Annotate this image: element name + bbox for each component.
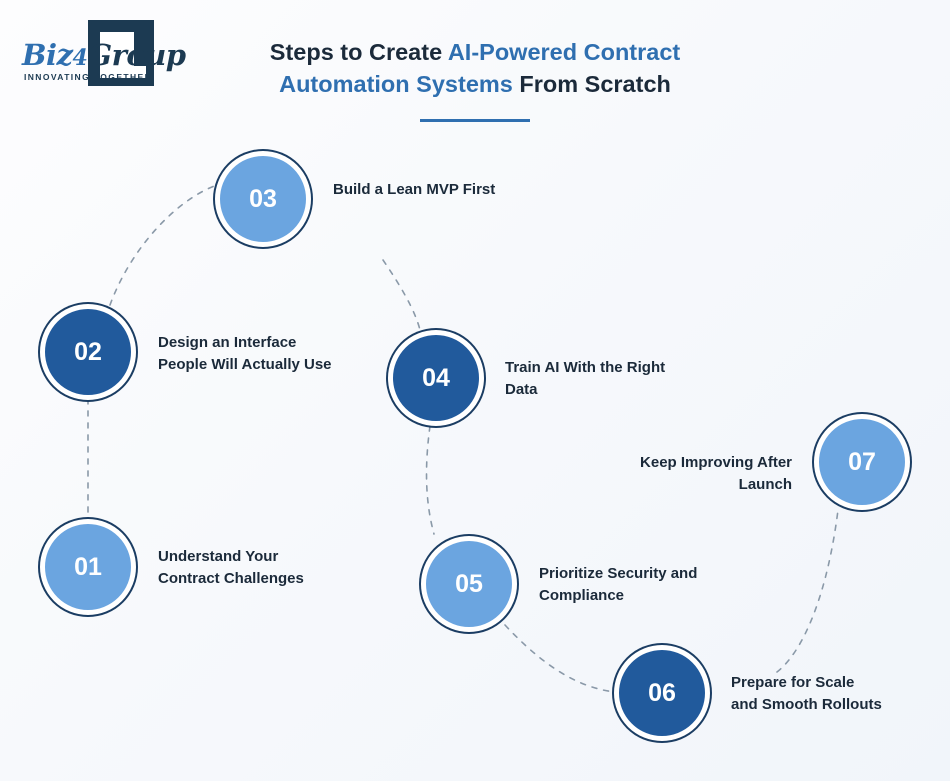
- step-number-01: 01: [74, 552, 102, 581]
- step-node-03[interactable]: [215, 151, 311, 247]
- connector-04-05: [427, 426, 434, 534]
- connector-03-04: [383, 260, 420, 330]
- step-node-05[interactable]: [421, 536, 517, 632]
- step-label-07: [580, 452, 792, 496]
- step-label-02-line2: People Will Actually Use: [158, 355, 332, 373]
- step-label-03: [333, 179, 563, 201]
- step-number-02: 02: [74, 337, 102, 366]
- title-line2-highlight: Automation Systems: [279, 71, 513, 98]
- step-label-05-line2: Compliance: [539, 586, 625, 604]
- step-node-06[interactable]: [614, 645, 710, 741]
- step-number-06: 06: [648, 678, 676, 707]
- step-label-03-line1: Build a Lean MVP First: [333, 181, 496, 198]
- step-label-01: [158, 546, 378, 590]
- step-label-05: [539, 563, 769, 607]
- step-number-03: 03: [249, 184, 277, 213]
- step-label-07-line2: Launch: [738, 475, 792, 493]
- step-label-01-line2: Contract Challenges: [158, 569, 304, 587]
- step-node-02[interactable]: [40, 304, 136, 400]
- step-number-05: 05: [455, 569, 483, 598]
- step-number-04: 04: [422, 363, 450, 392]
- step-label-05-line1: Prioritize Security and: [539, 565, 698, 582]
- step-label-02: [158, 332, 388, 376]
- step-label-07-line1: Keep Improving After: [640, 454, 792, 471]
- connector-02-03: [110, 185, 217, 305]
- step-label-04-line1: Train AI With the Right: [505, 359, 666, 376]
- title-line2-plain: From Scratch: [512, 71, 671, 98]
- connector-05-06: [505, 625, 615, 692]
- connector-06-07: [777, 510, 838, 672]
- step-node-04[interactable]: [388, 330, 484, 426]
- step-label-06: [731, 672, 946, 716]
- logo-word-four: 4: [72, 45, 88, 71]
- logo-tagline: INNOVATING TOGETHER: [24, 72, 153, 82]
- step-node-07[interactable]: [814, 414, 910, 510]
- logo-word-group: Group: [87, 38, 186, 72]
- step-label-06-line1: Prepare for Scale: [731, 674, 855, 691]
- logo-word-biz: Biz: [22, 38, 73, 72]
- step-label-01-line1: Understand Your: [158, 548, 279, 565]
- title-line1-highlight: AI-Powered Contract: [447, 39, 681, 65]
- title-line1-plain: Steps to Create: [269, 39, 448, 65]
- step-number-07: 07: [848, 447, 876, 476]
- step-label-06-line2: and Smooth Rollouts: [731, 695, 882, 713]
- step-label-02-line1: Design an Interface: [158, 334, 297, 351]
- step-node-01[interactable]: [40, 519, 136, 615]
- step-label-04-line2: Data: [505, 380, 538, 398]
- step-label-04: [505, 357, 735, 401]
